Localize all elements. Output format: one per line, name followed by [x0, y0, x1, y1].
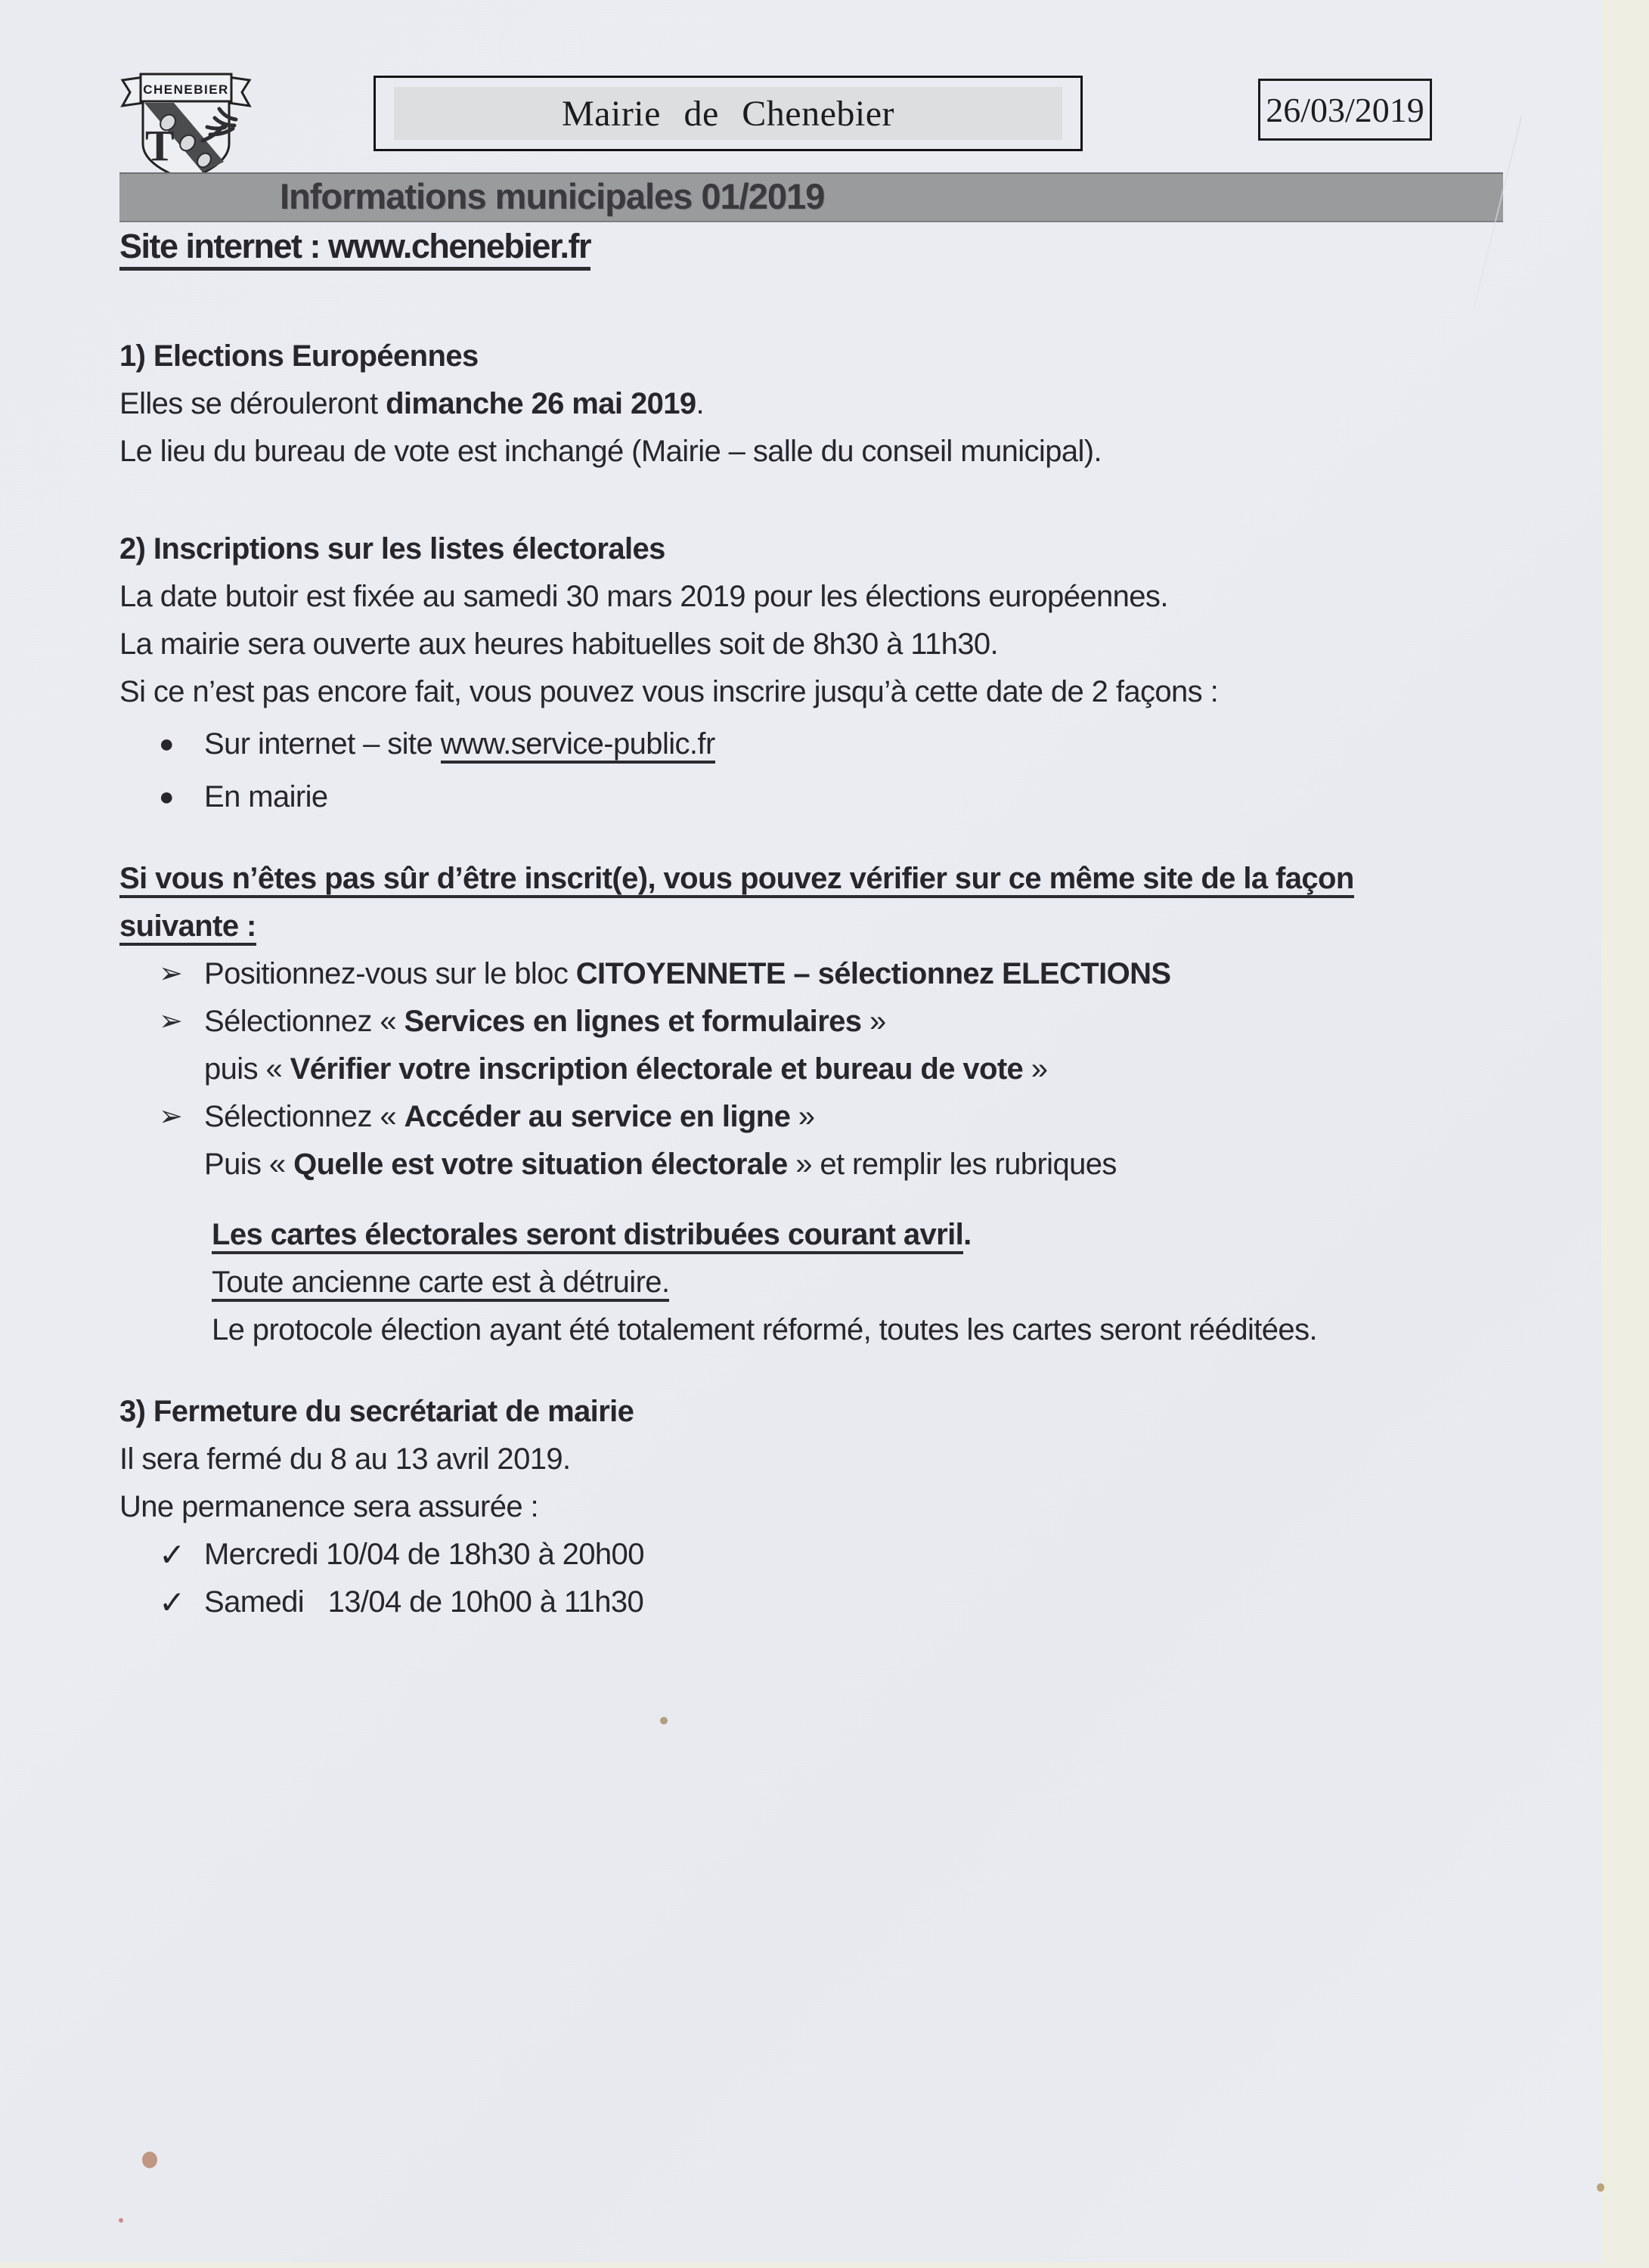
cards-paragraph: Le protocole élection ayant été totalement réformé, toutes les cartes seront rééditées.	[212, 1313, 1317, 1346]
document-date: 26/03/2019	[1266, 90, 1424, 129]
banner-title: Informations municipales 01/2019	[280, 176, 825, 216]
list-item	[119, 998, 1544, 1046]
bold-segment: Quelle est votre situation électorale	[293, 1148, 788, 1181]
bold-segment: Accéder au service en ligne	[404, 1100, 791, 1133]
check-bullet-icon: ✓	[159, 1585, 185, 1620]
text-segment: Sélectionnez «	[204, 1005, 405, 1038]
text-segment: et remplir les rubriques	[820, 1148, 1117, 1181]
coat-of-arms-icon	[118, 68, 254, 185]
ink-stain	[142, 2152, 157, 2168]
list-item-continuation	[119, 1046, 1544, 1093]
list-item	[119, 720, 1544, 768]
check-bullet-icon: ✓	[159, 1537, 185, 1572]
bullet-dot-icon: ●	[159, 730, 174, 758]
ink-stain	[660, 1717, 668, 1724]
text-segment: .	[696, 387, 705, 420]
text-segment: puis «	[204, 1052, 290, 1086]
bold-segment: Vérifier votre inscription électorale et bureau de vote	[290, 1052, 1024, 1086]
bold-segment: CITOYENNETE – sélectionnez ELECTIONS	[575, 957, 1171, 990]
cards-block	[212, 1211, 1544, 1354]
text-segment: En mairie	[204, 780, 328, 813]
section1-line2: Le lieu du bureau de vote est inchangé (Mairie – salle du conseil municipal).	[119, 435, 1102, 468]
text-segment: .	[963, 1218, 972, 1251]
cards-line1: Les cartes électorales seront distribuées courant avril	[212, 1218, 963, 1254]
section3-heading: 3) Fermeture du secrétariat de mairie	[119, 1395, 634, 1428]
section3-line2: Une permanence sera assurée :	[119, 1490, 539, 1523]
text-segment: Mercredi 10/04 de 18h30 à 20h00	[204, 1538, 644, 1571]
text-segment: »	[790, 1100, 815, 1133]
section2-heading: 2) Inscriptions sur les listes électorales	[119, 532, 665, 565]
text-segment: Puis «	[204, 1148, 294, 1181]
list-item	[119, 773, 1544, 821]
verify-heading-line1: Si vous n’êtes pas sûr d’être inscrit(e), vous pouvez vérifier sur ce même site de la façon	[119, 862, 1354, 898]
list-item	[119, 950, 1544, 998]
document-body	[119, 333, 1544, 1626]
page-title: Mairie de Chenebier	[394, 87, 1062, 140]
cards-line2: Toute ancienne carte est à détruire.	[212, 1266, 669, 1302]
section2-line2: La mairie sera ouverte aux heures habituelles soit de 8h30 à 11h30.	[119, 627, 999, 661]
ink-stain	[1597, 2183, 1604, 2192]
logo-t-letter: T	[145, 121, 175, 170]
text-segment: »	[787, 1148, 820, 1181]
text-segment: Samedi 13/04 de 10h00 à 11h30	[204, 1585, 644, 1619]
service-public-link: www.service-public.fr	[441, 727, 715, 764]
section1-heading: 1) Elections Européennes	[119, 339, 479, 373]
section3-line1: Il sera fermé du 8 au 13 avril 2019.	[119, 1442, 571, 1476]
arrow-bullet-icon: ➢	[159, 1101, 183, 1132]
list-item	[119, 1093, 1544, 1141]
verify-heading	[119, 855, 1544, 950]
bold-date-segment: dimanche 26 mai 2019	[386, 387, 696, 420]
bold-segment: Services en lignes et formulaires	[404, 1005, 862, 1038]
text-segment: Sélectionnez «	[204, 1100, 405, 1133]
text-segment: »	[1023, 1052, 1048, 1086]
text-segment: »	[861, 1005, 886, 1038]
list-item	[119, 1531, 1544, 1579]
list-item-continuation	[119, 1141, 1544, 1188]
coat-of-arms-logo	[118, 68, 254, 185]
website-line: Site internet : www.chenebier.fr	[119, 227, 590, 271]
text-segment: Positionnez-vous sur le bloc	[204, 957, 576, 990]
arrow-bullet-icon: ➢	[159, 1005, 183, 1037]
arrow-bullet-icon: ➢	[159, 958, 183, 990]
logo-banner-text: CHENEBIER	[143, 82, 229, 97]
text-segment: Elles se dérouleront	[119, 387, 386, 420]
verify-heading-line2: suivante :	[119, 909, 256, 946]
section2-line3: Si ce n’est pas encore fait, vous pouvez vous inscrire jusqu’à cette date de 2 façons :	[119, 675, 1219, 708]
section1-line1	[119, 380, 1544, 428]
list-item	[119, 1579, 1544, 1626]
newsletter-banner	[119, 172, 1503, 222]
bullet-dot-icon: ●	[159, 782, 174, 811]
date-box	[1258, 79, 1432, 141]
text-segment: Sur internet – site	[204, 727, 441, 761]
ink-stain	[119, 2218, 123, 2223]
mairie-title-box	[374, 76, 1083, 151]
section2-line1: La date butoir est fixée au samedi 30 mars 2019 pour les élections européennes.	[119, 580, 1168, 613]
